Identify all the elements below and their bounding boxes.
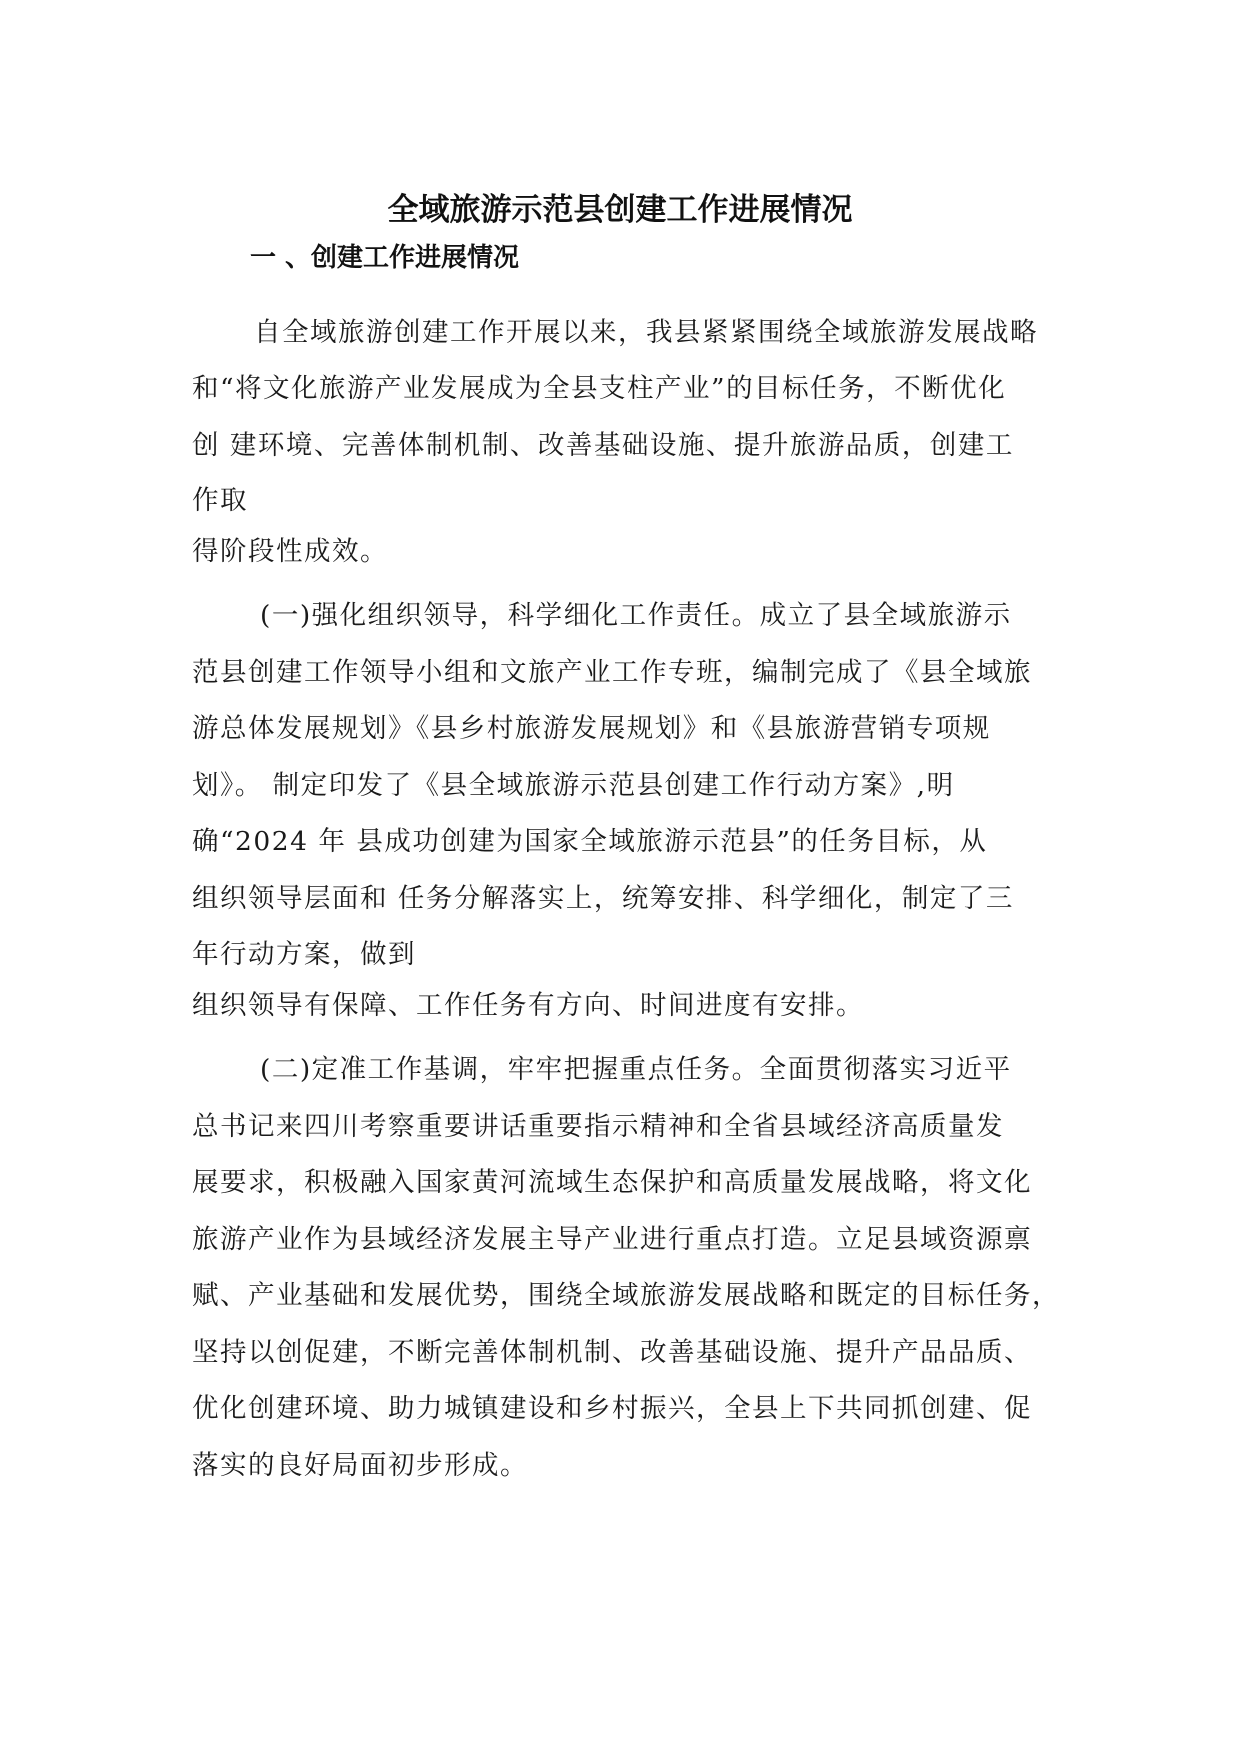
paragraph-3-line-8: 落实的良好局面初步形成。 [192, 1450, 528, 1481]
paragraph-1-line-5: 得阶段性成效。 [192, 536, 388, 567]
section-heading: 一 、创建工作进展情况 [250, 243, 520, 273]
paragraph-3-line-2: 总书记来四川考察重要讲话重要指示精神和全省县域经济高质量发 [192, 1111, 1004, 1142]
paragraph-1-line-2: 和“将文化旅游产业发展成为全县支柱产业”的目标任务，不断优化 [192, 373, 1007, 404]
paragraph-3-line-1: (二)定准工作基调，牢牢把握重点任务。全面贯彻落实习近平 [260, 1054, 1012, 1085]
paragraph-3-line-6: 坚持以创促建，不断完善体制机制、改善基础设施、提升产品品质、 [192, 1337, 1032, 1368]
paragraph-2-line-4: 划》。 制定印发了《县全域旅游示范县创建工作行动方案》,明 [192, 770, 955, 801]
paragraph-3-line-7: 优化创建环境、助力城镇建设和乡村振兴，全县上下共同抓创建、促 [192, 1393, 1032, 1424]
paragraph-1-line-1: 自全域旅游创建工作开展以来，我县紧紧围绕全域旅游发展战略 [254, 317, 1038, 348]
paragraph-2-line-1: (一)强化组织领导，科学细化工作责任。成立了县全域旅游示 [260, 600, 1012, 631]
paragraph-2-line-7: 年行动方案，做到 [192, 939, 416, 970]
paragraph-3-line-5: 赋、产业基础和发展优势，围绕全域旅游发展战略和既定的目标任务， [192, 1280, 1060, 1311]
paragraph-2-line-5: 确“2024 年 县成功创建为国家全域旅游示范县”的任务目标，从 [192, 826, 988, 857]
document-title: 全域旅游示范县创建工作进展情况 [387, 192, 853, 228]
paragraph-2-line-6: 组织领导层面和 任务分解落实上，统筹安排、科学细化，制定了三 [192, 883, 1014, 914]
paragraph-2-line-3: 游总体发展规划》《县乡村旅游发展规划》和《县旅游营销专项规 [192, 713, 991, 744]
paragraph-1-line-4: 作取 [192, 485, 248, 516]
paragraph-3-line-3: 展要求，积极融入国家黄河流域生态保护和高质量发展战略，将文化 [192, 1167, 1032, 1198]
paragraph-1-line-3: 创 建环境、完善体制机制、改善基础设施、提升旅游品质，创建工 [192, 430, 1014, 461]
paragraph-2-line-2: 范县创建工作领导小组和文旅产业工作专班，编制完成了《县全域旅 [192, 657, 1032, 688]
paragraph-3-line-4: 旅游产业作为县域经济发展主导产业进行重点打造。立足县域资源禀 [192, 1224, 1032, 1255]
paragraph-2-line-8: 组织领导有保障、工作任务有方向、时间进度有安排。 [192, 990, 864, 1021]
